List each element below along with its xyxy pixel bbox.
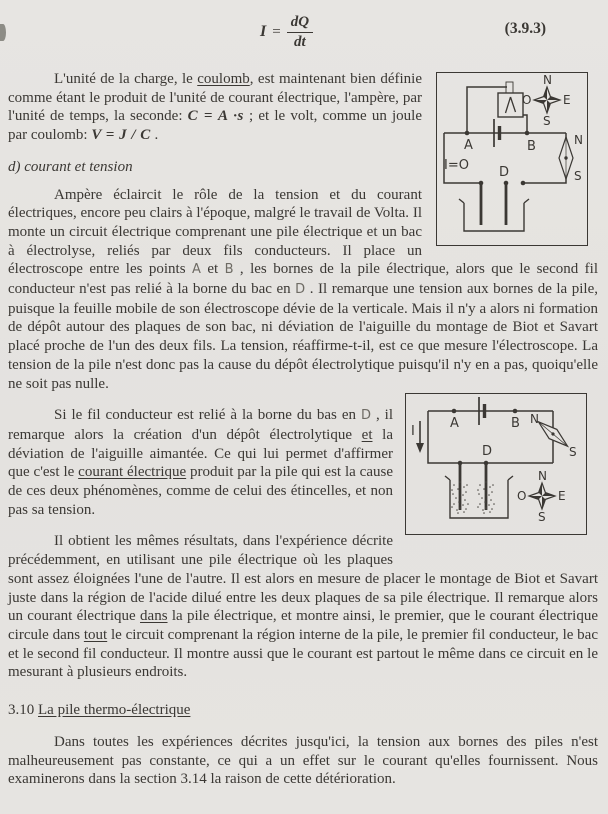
text-run: . Il remarque une tension aux bornes de la pile, puisque la feuille mobile de son électroscope dévie de la verticale. Mais il n'y a alors ni formation de dépôt autour des plaques de son bac, ni déviation de l'aiguille du montage de Biot et Savart placé proche de l'un des deux fils. La tension, réaffirme-t-il, est ce que mesure l'électroscope. La tension de la pile n'est donc pas la cause du dépôt électrolytique puisqu'il n'y en a pas, quoiqu'elle ne soit pas nulle.: [8, 281, 598, 392]
open-circuit-diagram: [437, 73, 587, 245]
terminal-b-dot: [525, 131, 530, 136]
underlined-word-tout: tout: [83, 626, 108, 643]
equation-fraction: [287, 14, 313, 51]
equation-equals: =: [272, 23, 281, 40]
text-run: L'unité de la charge, le: [54, 71, 198, 87]
point-letter-d: D: [360, 408, 371, 424]
subsection-heading-d: d) courant et tension: [8, 158, 133, 175]
compass-n-label: N: [538, 469, 547, 484]
needle-south-label: S: [569, 445, 577, 460]
figure-open-circuit: [436, 72, 588, 246]
text-run: produit par la pile qui est la cause de ces deux phénomènes, comme de celui des étincelles, et non pas sa tension.: [8, 464, 393, 518]
compass-rose-icon: [517, 469, 566, 524]
closed-circuit-diagram: [406, 394, 586, 534]
compass-s-label: S: [538, 510, 546, 525]
text-run: Si le fil conducteur est relié à la borne du bas en: [54, 407, 361, 424]
needle-north-label: N: [530, 412, 539, 427]
equation-row: [8, 12, 598, 60]
equation: [260, 14, 313, 51]
text-run: , est maintenant bien définie comme étant le produit de l'unité de courant électrique, l'ampère, par l'unité de temps, la seconde:: [8, 71, 422, 125]
point-letter-a: A: [191, 262, 201, 278]
terminal-a-dot: [452, 409, 457, 414]
point-letter-b: B: [224, 262, 234, 278]
terminal-b-dot: [513, 409, 518, 414]
point-letter-d: D: [295, 282, 306, 298]
formula-volt: V = J / C: [91, 127, 151, 144]
tank-icon: [459, 199, 529, 231]
label-a: A: [464, 138, 473, 153]
electroscope-box-icon: [498, 93, 523, 117]
text-run: Il obtient les mêmes résultats, dans l'expérience décrite précédemment, en utilisant une pile électrique où les plaques sont assez éloignées l'une de l'autre. Il est alors en mesure de placer le montage de Biot et Savart juste dans la région de l'acide dilué entre les deux plaques de sa pile électrique. Il remarque alors un courant électrique: [8, 533, 598, 625]
needle-north-label: N: [574, 133, 583, 147]
figure-closed-circuit: [405, 393, 587, 535]
equation-lhs: I: [260, 22, 267, 40]
section-title: La pile thermo-électrique: [38, 702, 191, 719]
underlined-word-dans: dans: [140, 608, 168, 625]
text-run: , il remarque alors la création d'un dépôt électrolytique: [8, 407, 393, 443]
compass-e-label: E: [558, 489, 566, 504]
equation-number: (3.9.3): [504, 20, 546, 37]
paragraph-current-everywhere: [8, 532, 598, 682]
text-run: Ampère éclaircit le rôle de la tension et du courant électriques, encore peu clairs à l'époque, malgré le travail de Volta. Il monte un circuit électrique comprenant une pile électrique et un bac à électrolyse, reliés par deux fils conducteurs. Il place un électroscope entre les points: [8, 186, 422, 278]
label-b: B: [527, 139, 536, 154]
label-d: D: [499, 165, 510, 180]
terminal-d-dot: [504, 181, 509, 186]
terminal-d-dot: [484, 461, 489, 466]
compass-n-label: N: [543, 73, 552, 87]
electrode1-contact-dot: [479, 181, 484, 186]
text-run: le circuit comprenant la région interne de la pile, le premier fil conducteur, le bac et le second fil conducteur. Il montre aussi que le courant est partout le même dans ce circuit en le mesurant à plusieurs endroits.: [8, 626, 598, 681]
terminal-a-dot: [465, 131, 470, 136]
needle-south-label: S: [574, 169, 582, 183]
underlined-term-courant-electrique: courant électrique: [78, 464, 187, 481]
electroscope-leaves-icon: [506, 97, 516, 113]
fraction-numerator: dQ: [287, 14, 313, 33]
current-arrowhead: [416, 443, 424, 453]
text-run: la déviation de l'aiguille aimantée. Ce qui lui permet d'affirmer que c'est le: [8, 426, 393, 481]
paragraph-thermo-intro: Dans toutes les expériences décrites jusqu'ici, la tension aux bornes des piles n'est malheureusement pas constante, ce qui a un effet sur le courant qu'elles fournissent. Nous examinerons dans la section 3.14 la raison de cette détérioration.: [8, 733, 598, 788]
label-b: B: [511, 416, 520, 432]
text-run: , les bornes de la pile électrique, alors que le second fil conducteur n'est pas relié à la borne du bac en: [8, 261, 598, 298]
compass-e-label: E: [563, 93, 571, 107]
underlined-term-coulomb: coulomb: [197, 71, 250, 87]
electrode1-contact-dot: [458, 461, 463, 466]
formula-coulomb: C = A ·s: [187, 108, 244, 125]
open-wire-end-dot: [521, 181, 526, 186]
scan-artifact-smudge: [0, 24, 6, 41]
section-heading-3-10: [8, 701, 598, 720]
text-run: .: [150, 127, 159, 144]
label-a: A: [450, 416, 459, 432]
needle-pivot: [564, 156, 567, 159]
tank-icon: [445, 476, 513, 518]
current-zero-label: I=O: [444, 158, 469, 173]
fraction-denominator: dt: [294, 34, 306, 50]
underlined-word-et: et: [361, 426, 373, 443]
compass-s-label: S: [543, 114, 551, 128]
section-number: 3.10: [8, 702, 38, 719]
compass-o-label: O: [517, 489, 527, 504]
compass-rose-icon: [522, 73, 571, 128]
current-label: I: [411, 424, 415, 440]
text-run: et: [200, 261, 225, 278]
compass-o-label: O: [522, 93, 532, 107]
text-run: ; et le volt, comme un joule par coulomb:: [8, 108, 423, 144]
label-d: D: [482, 444, 493, 460]
text-run: la pile électrique, et montre ainsi, le premier, que le courant électrique circule dans: [8, 608, 599, 643]
electroscope-stem-icon: [506, 82, 513, 93]
